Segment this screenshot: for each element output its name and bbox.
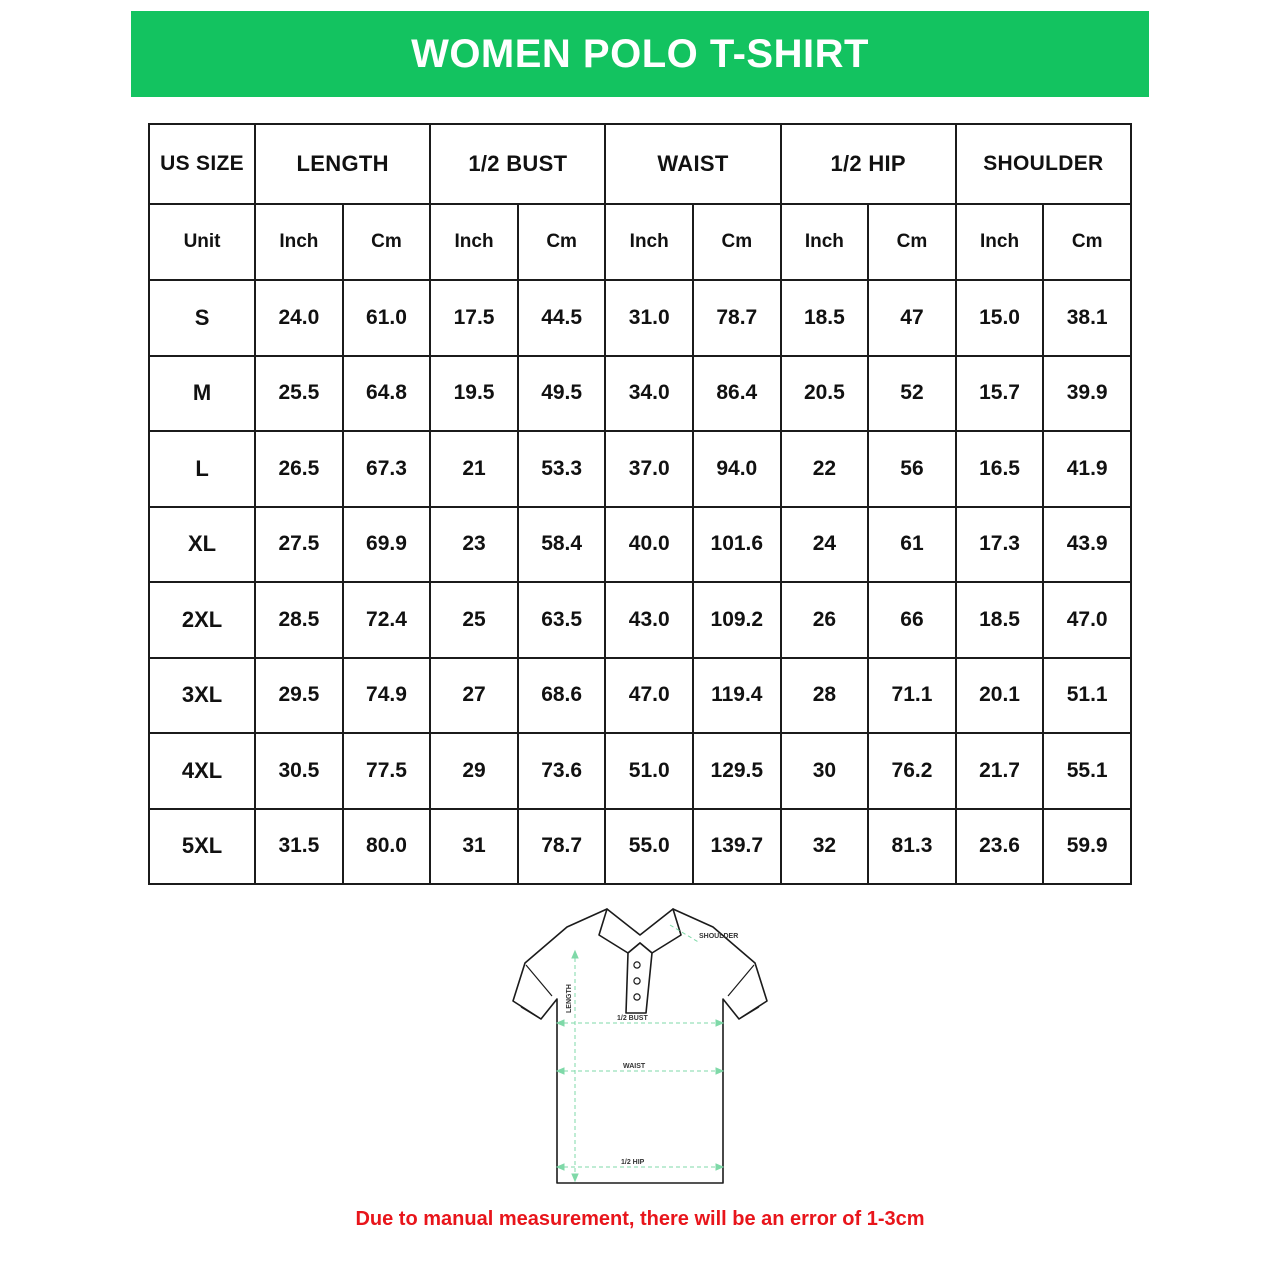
table-row xyxy=(149,658,1131,734)
row-size-label: 3XL xyxy=(149,658,255,734)
cell-value: 31.5 xyxy=(255,809,343,885)
cell-value: 20.1 xyxy=(956,658,1044,734)
unit-cell-bust-cm: Cm xyxy=(518,204,606,280)
cell-value: 41.9 xyxy=(1043,431,1131,507)
group-header-half-hip: 1/2 HIP xyxy=(781,124,956,204)
cell-value: 78.7 xyxy=(693,280,781,356)
cell-value: 32 xyxy=(781,809,869,885)
cell-value: 28.5 xyxy=(255,582,343,658)
cell-value: 51.0 xyxy=(605,733,693,809)
table-row xyxy=(149,280,1131,356)
size-table xyxy=(148,123,1132,885)
cell-value: 63.5 xyxy=(518,582,606,658)
cell-value: 71.1 xyxy=(868,658,956,734)
cell-value: 23.6 xyxy=(956,809,1044,885)
unit-cell-shoulder-cm: Cm xyxy=(1043,204,1131,280)
cell-value: 44.5 xyxy=(518,280,606,356)
cell-value: 27 xyxy=(430,658,518,734)
header-banner xyxy=(131,11,1149,97)
page-title: WOMEN POLO T-SHIRT xyxy=(411,31,869,76)
cell-value: 74.9 xyxy=(343,658,431,734)
cell-value: 21 xyxy=(430,431,518,507)
cell-value: 23 xyxy=(430,507,518,583)
table-row xyxy=(149,507,1131,583)
cell-value: 52 xyxy=(868,356,956,432)
cell-value: 101.6 xyxy=(693,507,781,583)
cell-value: 59.9 xyxy=(1043,809,1131,885)
cell-value: 17.5 xyxy=(430,280,518,356)
cell-value: 119.4 xyxy=(693,658,781,734)
cell-value: 25.5 xyxy=(255,356,343,432)
table-row xyxy=(149,809,1131,885)
cell-value: 49.5 xyxy=(518,356,606,432)
cell-value: 61.0 xyxy=(343,280,431,356)
cell-value: 58.4 xyxy=(518,507,606,583)
unit-cell-waist-inch: Inch xyxy=(605,204,693,280)
cell-value: 26 xyxy=(781,582,869,658)
cell-value: 18.5 xyxy=(781,280,869,356)
cell-value: 78.7 xyxy=(518,809,606,885)
cell-value: 15.0 xyxy=(956,280,1044,356)
cell-value: 53.3 xyxy=(518,431,606,507)
cell-value: 94.0 xyxy=(693,431,781,507)
cell-value: 80.0 xyxy=(343,809,431,885)
cell-value: 19.5 xyxy=(430,356,518,432)
cell-value: 31.0 xyxy=(605,280,693,356)
cell-value: 67.3 xyxy=(343,431,431,507)
cell-value: 86.4 xyxy=(693,356,781,432)
cell-value: 34.0 xyxy=(605,356,693,432)
group-header-waist: WAIST xyxy=(605,124,780,204)
cell-value: 47 xyxy=(868,280,956,356)
cell-value: 30 xyxy=(781,733,869,809)
row-size-label: 2XL xyxy=(149,582,255,658)
cell-value: 38.1 xyxy=(1043,280,1131,356)
cell-value: 43.9 xyxy=(1043,507,1131,583)
unit-cell-waist-cm: Cm xyxy=(693,204,781,280)
row-size-label: XL xyxy=(149,507,255,583)
measurement-disclaimer: Due to manual measurement, there will be an error of 1-3cm xyxy=(355,1208,925,1230)
cell-value: 24.0 xyxy=(255,280,343,356)
cell-value: 18.5 xyxy=(956,582,1044,658)
cell-value: 55.1 xyxy=(1043,733,1131,809)
cell-value: 21.7 xyxy=(956,733,1044,809)
cell-value: 17.3 xyxy=(956,507,1044,583)
cell-value: 47.0 xyxy=(605,658,693,734)
cell-value: 109.2 xyxy=(693,582,781,658)
cell-value: 76.2 xyxy=(868,733,956,809)
unit-cell-shoulder-inch: Inch xyxy=(956,204,1044,280)
cell-value: 64.8 xyxy=(343,356,431,432)
cell-value: 15.7 xyxy=(956,356,1044,432)
cell-value: 55.0 xyxy=(605,809,693,885)
cell-value: 39.9 xyxy=(1043,356,1131,432)
group-header-shoulder: SHOULDER xyxy=(956,124,1131,204)
unit-cell-length-inch: Inch xyxy=(255,204,343,280)
cell-value: 66 xyxy=(868,582,956,658)
cell-value: 139.7 xyxy=(693,809,781,885)
cell-value: 29 xyxy=(430,733,518,809)
unit-cell-bust-inch: Inch xyxy=(430,204,518,280)
label-shoulder: SHOULDER xyxy=(699,933,739,940)
cell-value: 73.6 xyxy=(518,733,606,809)
unit-cell-hip-inch: Inch xyxy=(781,204,869,280)
cell-value: 56 xyxy=(868,431,956,507)
group-header-half-bust: 1/2 BUST xyxy=(430,124,605,204)
label-waist: WAIST xyxy=(623,1063,646,1070)
cell-value: 40.0 xyxy=(605,507,693,583)
cell-value: 69.9 xyxy=(343,507,431,583)
cell-value: 51.1 xyxy=(1043,658,1131,734)
unit-cell-label: Unit xyxy=(149,204,255,280)
unit-cell-hip-cm: Cm xyxy=(868,204,956,280)
label-length: LENGTH xyxy=(566,984,573,1013)
size-table-container xyxy=(148,123,1132,885)
row-size-label: 5XL xyxy=(149,809,255,885)
cell-value: 16.5 xyxy=(956,431,1044,507)
row-size-label: M xyxy=(149,356,255,432)
group-header-length: LENGTH xyxy=(255,124,430,204)
cell-value: 68.6 xyxy=(518,658,606,734)
polo-shirt-diagram xyxy=(495,895,785,1195)
cell-value: 72.4 xyxy=(343,582,431,658)
cell-value: 37.0 xyxy=(605,431,693,507)
label-half-hip: 1/2 HIP xyxy=(621,1159,645,1166)
cell-value: 61 xyxy=(868,507,956,583)
cell-value: 24 xyxy=(781,507,869,583)
cell-value: 31 xyxy=(430,809,518,885)
row-size-label: 4XL xyxy=(149,733,255,809)
cell-value: 81.3 xyxy=(868,809,956,885)
table-group-header-row xyxy=(149,124,1131,204)
group-header-us-size: US SIZE xyxy=(149,124,255,204)
row-size-label: S xyxy=(149,280,255,356)
cell-value: 47.0 xyxy=(1043,582,1131,658)
table-row xyxy=(149,431,1131,507)
cell-value: 43.0 xyxy=(605,582,693,658)
cell-value: 30.5 xyxy=(255,733,343,809)
shirt-outline-icon xyxy=(513,909,767,1183)
cell-value: 26.5 xyxy=(255,431,343,507)
cell-value: 29.5 xyxy=(255,658,343,734)
cell-value: 77.5 xyxy=(343,733,431,809)
table-row xyxy=(149,733,1131,809)
row-size-label: L xyxy=(149,431,255,507)
table-row xyxy=(149,356,1131,432)
cell-value: 27.5 xyxy=(255,507,343,583)
unit-cell-length-cm: Cm xyxy=(343,204,431,280)
cell-value: 22 xyxy=(781,431,869,507)
cell-value: 25 xyxy=(430,582,518,658)
cell-value: 129.5 xyxy=(693,733,781,809)
table-row xyxy=(149,582,1131,658)
label-half-bust: 1/2 BUST xyxy=(617,1015,648,1022)
table-unit-row xyxy=(149,204,1131,280)
cell-value: 20.5 xyxy=(781,356,869,432)
cell-value: 28 xyxy=(781,658,869,734)
